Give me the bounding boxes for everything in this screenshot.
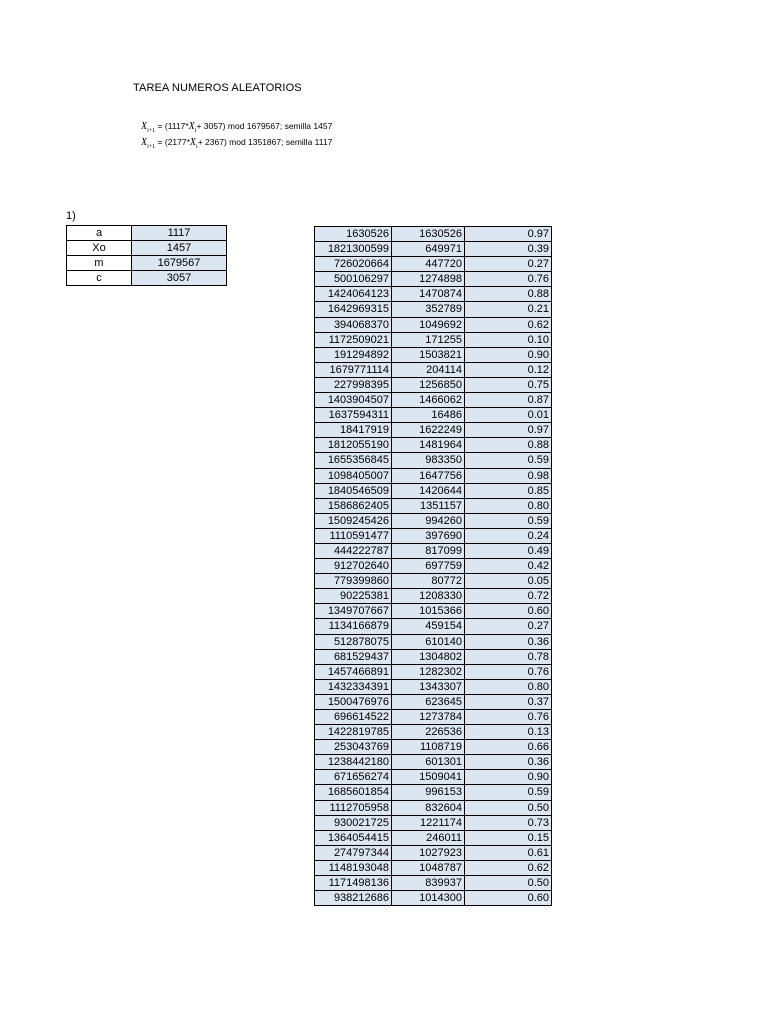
product-cell[interactable]: 696614522 — [315, 710, 392, 725]
mod-value-cell[interactable]: 1221174 — [392, 815, 465, 830]
table-row — [315, 664, 552, 679]
table-row — [315, 408, 552, 423]
normalized-cell[interactable]: 0.97 — [465, 227, 552, 242]
mod-value-cell[interactable]: 1647756 — [392, 468, 465, 483]
section-label: 1) — [66, 210, 76, 222]
product-cell[interactable]: 1821300599 — [315, 242, 392, 257]
product-cell[interactable]: 1238442180 — [315, 755, 392, 770]
normalized-cell[interactable]: 0.72 — [465, 589, 552, 604]
mod-value-cell[interactable]: 1304802 — [392, 649, 465, 664]
product-cell[interactable]: 394068370 — [315, 317, 392, 332]
product-cell[interactable]: 1098405007 — [315, 468, 392, 483]
mod-value-cell[interactable]: 246011 — [392, 830, 465, 845]
mod-value-cell[interactable]: 1027923 — [392, 845, 465, 860]
mod-value-cell[interactable]: 1351157 — [392, 498, 465, 513]
normalized-cell[interactable]: 0.36 — [465, 755, 552, 770]
product-cell[interactable]: 671656274 — [315, 770, 392, 785]
normalized-cell[interactable]: 0.98 — [465, 468, 552, 483]
product-cell[interactable]: 1364054415 — [315, 830, 392, 845]
product-cell[interactable]: 1110591477 — [315, 528, 392, 543]
table-row — [315, 604, 552, 619]
normalized-cell[interactable]: 0.59 — [465, 513, 552, 528]
param-name[interactable]: m — [67, 256, 132, 271]
normalized-cell[interactable]: 0.88 — [465, 287, 552, 302]
product-cell[interactable]: 512878075 — [315, 634, 392, 649]
mod-value-cell[interactable]: 1049692 — [392, 317, 465, 332]
table-row — [315, 634, 552, 649]
mod-value-cell[interactable]: 171255 — [392, 332, 465, 347]
product-cell[interactable]: 191294892 — [315, 347, 392, 362]
normalized-cell[interactable]: 0.39 — [465, 242, 552, 257]
product-cell[interactable]: 938212686 — [315, 891, 392, 906]
mod-value-cell[interactable]: 16486 — [392, 408, 465, 423]
table-row — [315, 830, 552, 845]
product-cell[interactable]: 726020664 — [315, 257, 392, 272]
param-row — [67, 256, 227, 271]
normalized-cell[interactable]: 0.78 — [465, 649, 552, 664]
normalized-cell[interactable]: 0.75 — [465, 377, 552, 392]
normalized-cell[interactable]: 0.10 — [465, 332, 552, 347]
mod-value-cell[interactable]: 996153 — [392, 785, 465, 800]
normalized-cell[interactable]: 0.12 — [465, 362, 552, 377]
product-cell[interactable]: 1171498136 — [315, 876, 392, 891]
mod-value-cell[interactable]: 649971 — [392, 242, 465, 257]
normalized-cell[interactable]: 0.90 — [465, 770, 552, 785]
normalized-cell[interactable]: 0.87 — [465, 393, 552, 408]
mod-value-cell[interactable]: 459154 — [392, 619, 465, 634]
mod-value-cell[interactable]: 697759 — [392, 559, 465, 574]
product-cell[interactable]: 500106297 — [315, 272, 392, 287]
normalized-cell[interactable]: 0.76 — [465, 710, 552, 725]
mod-value-cell[interactable]: 832604 — [392, 800, 465, 815]
table-row — [315, 257, 552, 272]
table-row — [315, 574, 552, 589]
normalized-cell[interactable]: 0.80 — [465, 498, 552, 513]
normalized-cell[interactable]: 0.50 — [465, 876, 552, 891]
table-row — [315, 815, 552, 830]
param-row — [67, 226, 227, 241]
mod-value-cell[interactable]: 839937 — [392, 876, 465, 891]
product-cell[interactable]: 90225381 — [315, 589, 392, 604]
table-row — [315, 362, 552, 377]
mod-value-cell[interactable]: 352789 — [392, 302, 465, 317]
param-value[interactable]: 1117 — [132, 226, 227, 241]
formula-2: $X_{i+1}$ = (2177* $X_i$ + 2367) mod 1351867; semilla 1117 — [141, 137, 333, 150]
formula-block — [141, 121, 332, 153]
normalized-cell[interactable]: 0.97 — [465, 423, 552, 438]
normalized-cell[interactable]: 0.49 — [465, 543, 552, 558]
normalized-cell[interactable]: 0.37 — [465, 694, 552, 709]
product-cell[interactable]: 274797344 — [315, 845, 392, 860]
table-row — [315, 710, 552, 725]
normalized-cell[interactable]: 0.73 — [465, 815, 552, 830]
normalized-cell[interactable]: 0.66 — [465, 740, 552, 755]
mod-value-cell[interactable]: 1108719 — [392, 740, 465, 755]
normalized-cell[interactable]: 0.62 — [465, 317, 552, 332]
mod-value-cell[interactable]: 983350 — [392, 453, 465, 468]
mod-value-cell[interactable]: 1015366 — [392, 604, 465, 619]
table-row — [315, 272, 552, 287]
product-cell[interactable]: 1685601854 — [315, 785, 392, 800]
mod-value-cell[interactable]: 1274898 — [392, 272, 465, 287]
product-cell[interactable]: 227998395 — [315, 377, 392, 392]
table-row — [315, 543, 552, 558]
param-value[interactable]: 1679567 — [132, 256, 227, 271]
mod-value-cell[interactable]: 1420644 — [392, 483, 465, 498]
table-row — [315, 302, 552, 317]
product-cell[interactable]: 1642969315 — [315, 302, 392, 317]
mod-value-cell[interactable]: 1014300 — [392, 891, 465, 906]
param-value[interactable]: 3057 — [132, 271, 227, 286]
mod-value-cell[interactable]: 1503821 — [392, 347, 465, 362]
param-row — [67, 271, 227, 286]
mod-value-cell[interactable]: 204114 — [392, 362, 465, 377]
normalized-cell[interactable]: 0.27 — [465, 619, 552, 634]
product-cell[interactable]: 1112705958 — [315, 800, 392, 815]
table-row — [315, 679, 552, 694]
random-numbers-table — [314, 226, 552, 906]
normalized-cell[interactable]: 0.60 — [465, 604, 552, 619]
normalized-cell[interactable]: 0.42 — [465, 559, 552, 574]
table-row — [315, 845, 552, 860]
product-cell[interactable]: 1422819785 — [315, 725, 392, 740]
normalized-cell[interactable]: 0.85 — [465, 483, 552, 498]
mod-value-cell[interactable]: 447720 — [392, 257, 465, 272]
product-cell[interactable]: 779399860 — [315, 574, 392, 589]
param-name[interactable]: a — [67, 226, 132, 241]
table-row — [315, 393, 552, 408]
mod-value-cell[interactable]: 817099 — [392, 543, 465, 558]
normalized-cell[interactable]: 0.24 — [465, 528, 552, 543]
product-cell[interactable]: 1432334391 — [315, 679, 392, 694]
table-row — [315, 725, 552, 740]
table-row — [315, 649, 552, 664]
mod-value-cell[interactable]: 610140 — [392, 634, 465, 649]
table-row — [315, 483, 552, 498]
mod-value-cell[interactable]: 1282302 — [392, 664, 465, 679]
param-row — [67, 241, 227, 256]
product-cell[interactable]: 1840546509 — [315, 483, 392, 498]
product-cell[interactable]: 1172509021 — [315, 332, 392, 347]
table-row — [315, 513, 552, 528]
mod-value-cell[interactable]: 1273784 — [392, 710, 465, 725]
product-cell[interactable]: 930021725 — [315, 815, 392, 830]
table-row — [315, 438, 552, 453]
normalized-cell[interactable]: 0.05 — [465, 574, 552, 589]
table-row — [315, 559, 552, 574]
mod-value-cell[interactable]: 1622249 — [392, 423, 465, 438]
table-row — [315, 619, 552, 634]
table-row — [315, 453, 552, 468]
product-cell[interactable]: 1500476976 — [315, 694, 392, 709]
product-cell[interactable]: 444222787 — [315, 543, 392, 558]
normalized-cell[interactable]: 0.59 — [465, 453, 552, 468]
param-name[interactable]: Xo — [67, 241, 132, 256]
table-row — [315, 694, 552, 709]
product-cell[interactable]: 912702640 — [315, 559, 392, 574]
table-row — [315, 891, 552, 906]
product-cell[interactable]: 1637594311 — [315, 408, 392, 423]
mod-value-cell[interactable]: 623645 — [392, 694, 465, 709]
table-row — [315, 860, 552, 875]
document-title: TAREA NUMEROS ALEATORIOS — [133, 82, 302, 94]
param-value[interactable]: 1457 — [132, 241, 227, 256]
product-cell[interactable]: 253043769 — [315, 740, 392, 755]
normalized-cell[interactable]: 0.62 — [465, 860, 552, 875]
mod-value-cell[interactable]: 1208330 — [392, 589, 465, 604]
mod-value-cell[interactable]: 80772 — [392, 574, 465, 589]
param-name[interactable]: c — [67, 271, 132, 286]
table-row — [315, 785, 552, 800]
normalized-cell[interactable]: 0.59 — [465, 785, 552, 800]
mod-value-cell[interactable]: 1630526 — [392, 227, 465, 242]
product-cell[interactable]: 1509245426 — [315, 513, 392, 528]
product-cell[interactable]: 1457466891 — [315, 664, 392, 679]
normalized-cell[interactable]: 0.60 — [465, 891, 552, 906]
normalized-cell[interactable]: 0.61 — [465, 845, 552, 860]
table-row — [315, 423, 552, 438]
mod-value-cell[interactable]: 1256850 — [392, 377, 465, 392]
normalized-cell[interactable]: 0.01 — [465, 408, 552, 423]
table-row — [315, 589, 552, 604]
normalized-cell[interactable]: 0.13 — [465, 725, 552, 740]
mod-value-cell[interactable]: 226536 — [392, 725, 465, 740]
product-cell[interactable]: 18417919 — [315, 423, 392, 438]
table-row — [315, 770, 552, 785]
mod-value-cell[interactable]: 994260 — [392, 513, 465, 528]
normalized-cell[interactable]: 0.90 — [465, 347, 552, 362]
product-cell[interactable]: 1349707667 — [315, 604, 392, 619]
table-row — [315, 468, 552, 483]
product-cell[interactable]: 1655356845 — [315, 453, 392, 468]
product-cell[interactable]: 1424064123 — [315, 287, 392, 302]
normalized-cell[interactable]: 0.36 — [465, 634, 552, 649]
mod-value-cell[interactable]: 601301 — [392, 755, 465, 770]
normalized-cell[interactable]: 0.27 — [465, 257, 552, 272]
mod-value-cell[interactable]: 1048787 — [392, 860, 465, 875]
table-row — [315, 800, 552, 815]
normalized-cell[interactable]: 0.88 — [465, 438, 552, 453]
table-row — [315, 347, 552, 362]
normalized-cell[interactable]: 0.50 — [465, 800, 552, 815]
mod-value-cell[interactable]: 1466062 — [392, 393, 465, 408]
normalized-cell[interactable]: 0.76 — [465, 272, 552, 287]
product-cell[interactable]: 1630526 — [315, 227, 392, 242]
product-cell[interactable]: 1812055190 — [315, 438, 392, 453]
mod-value-cell[interactable]: 1509041 — [392, 770, 465, 785]
table-row — [315, 528, 552, 543]
product-cell[interactable]: 1403904507 — [315, 393, 392, 408]
table-row — [315, 498, 552, 513]
product-cell[interactable]: 1679771114 — [315, 362, 392, 377]
parameters-table — [66, 225, 227, 286]
normalized-cell[interactable]: 0.80 — [465, 679, 552, 694]
table-row — [315, 377, 552, 392]
product-cell[interactable]: 1134166879 — [315, 619, 392, 634]
table-row — [315, 755, 552, 770]
mod-value-cell[interactable]: 397690 — [392, 528, 465, 543]
formula-1: $X_{i+1}$ = (1117* $X_i$ + 3057) mod 1679567; semilla 1457 — [141, 121, 333, 134]
product-cell[interactable]: 681529437 — [315, 649, 392, 664]
table-row — [315, 242, 552, 257]
table-row — [315, 287, 552, 302]
table-row — [315, 317, 552, 332]
product-cell[interactable]: 1148193048 — [315, 860, 392, 875]
table-row — [315, 332, 552, 347]
mod-value-cell[interactable]: 1470874 — [392, 287, 465, 302]
table-row — [315, 740, 552, 755]
table-row — [315, 876, 552, 891]
mod-value-cell[interactable]: 1481964 — [392, 438, 465, 453]
normalized-cell[interactable]: 0.76 — [465, 664, 552, 679]
normalized-cell[interactable]: 0.21 — [465, 302, 552, 317]
table-row — [315, 227, 552, 242]
product-cell[interactable]: 1586862405 — [315, 498, 392, 513]
normalized-cell[interactable]: 0.15 — [465, 830, 552, 845]
mod-value-cell[interactable]: 1343307 — [392, 679, 465, 694]
